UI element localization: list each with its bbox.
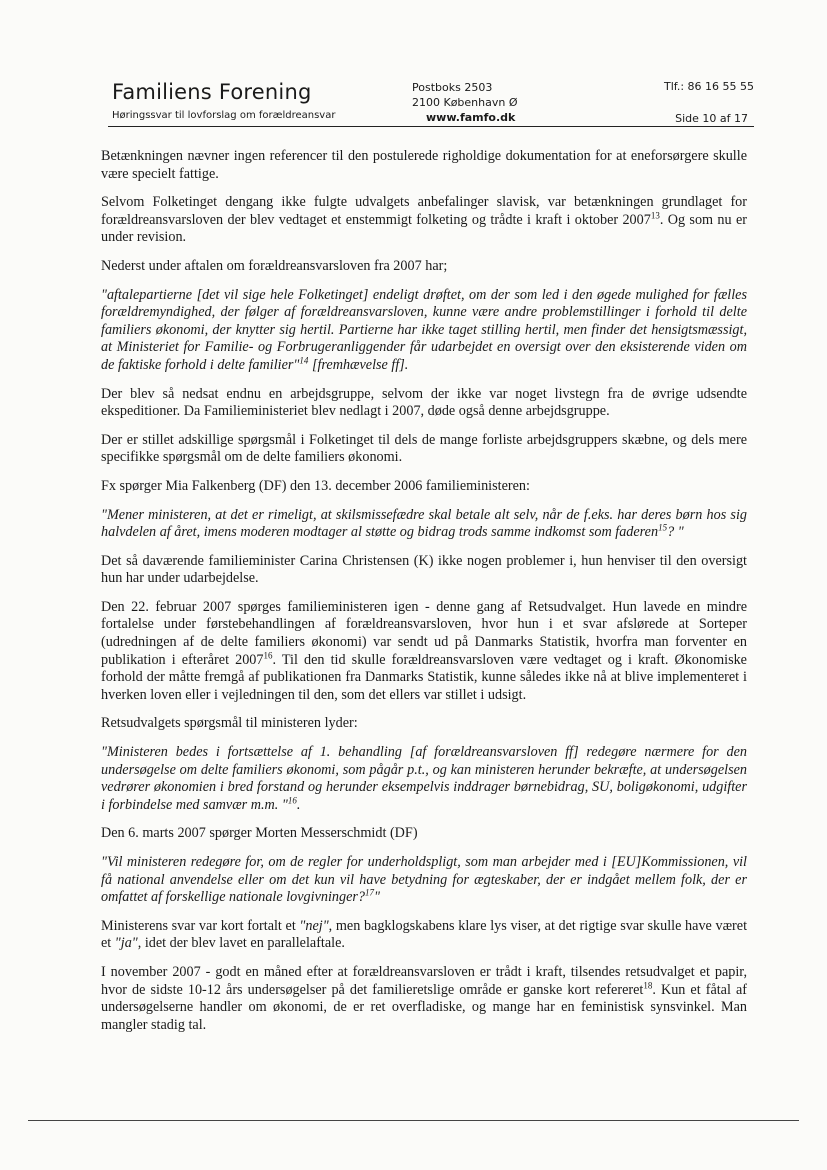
paragraph: Nederst under aftalen om forældreansvarsloven fra 2007 har; — [101, 257, 448, 274]
paragraph: Selvom Folketinget dengang ikke fulgte udvalgets anbefalinger slavisk, var betænkningen grundlaget for forældreansvarsloven der blev vedtaget et enstemmigt folketing og trådte i kraft i oktober 2007$^{13}$. Og som nu er under revision. — [101, 194, 747, 246]
paragraph: I november 2007 - godt en måned efter at forældreansvarsloven er trådt i kraft, tilsendes retsudvalget et papir, hvor de sidste 10-12 års undersøgelser på det familieretslige område er ganske kort refereret$^{18}$. Kun et fåtal af undersøgelserne handler om økonomi, de er ret overfladiske, og mange har en feministisk synsvinkel. Man mangler stadig tal. — [101, 963, 747, 1033]
paragraph: Den 22. februar 2007 spørges familieministeren igen - denne gang af Retsudvalget. Hun lavede en mindre fortalelse under førstebehandlingen af forældreansvarsloven, hvor hun i et svar afslørede at Sorteper (udredningen af de delte familiers økonomi) var sendt ud på Danmarks Statistik, hvorfra man forventer en publikation i efteråret 2007$^{16}$. Til den tid skulle forældreansvarsloven være vedtaget og i kraft. Økonomiske forhold der måtte fremgå af publikationen fra Danmarks Statistik, kunne således ikke nå at blive implementeret i hverken loven eller i vejledningen til den, som det ellers var stillet i udsigt. — [101, 598, 747, 703]
page-header — [108, 74, 754, 126]
footnote-ref: 16 — [287, 795, 297, 806]
quote: "Ministeren bedes i fortsættelse af 1. behandling [af forældreansvarsloven ff] redegøre nærmere for den undersøgelse om delte familiers økonomi, som pågår p.t., og kan ministeren herunder bekræfte, at undersøgelsen vedrører økonomien i bred forstand og herunder eksempelvis inddrager børnebidrag, SU, boligøkonomi, udgifter i forbindelse med samvær m.m. "$^{16}$. — [101, 744, 747, 813]
footer-divider — [28, 1120, 799, 1121]
postal-address — [412, 80, 518, 125]
paragraph: Det så daværende familieminister Carina Christensen (K) ikke nogen problemer i, hun henviser til den oversigt hun har under udarbejdelse. — [101, 552, 747, 587]
paragraph: Betænkningen nævner ingen referencer til den postulerede righoldige dokumentation for at eneforsørgere skulle være specielt fattige. — [101, 148, 747, 182]
paragraph: Retsudvalgets spørgsmål til ministeren lyder: — [101, 715, 358, 732]
document-subtitle: Høringssvar til lovforslag om forældreansvar — [112, 110, 336, 121]
header-divider — [108, 126, 754, 127]
paragraph: Ministerens svar var kort fortalt et "nej", men bagklogskabens klare lys viser, at det rigtige svar skulle have været et "ja", idet der blev lavet en parallelaftale. — [101, 917, 748, 952]
quote: "aftalepartierne [det vil sige hele Folketinget] endeligt drøftet, om der som led i den øgede mulighed for fælles forældremyndighed, der følger af forældreansvarsloven, kunne være andre problemstillinger i forhold til delte familiers økonomi, der knytter sig hertil. Partierne har ikke taget stilling hertil, men finder det hensigtsmæssigt, at Ministeriet for Familie- og Forbrugeranliggender får udarbejdet en oversigt over den eksisterende viden om de faktiske forhold i delte familier"$^{14}$ [fremhævelse ff]. — [101, 286, 747, 373]
paragraph: Den 6. marts 2007 spørger Morten Messerschmidt (DF) — [101, 825, 418, 842]
footnote-ref: 18 — [643, 979, 653, 990]
address-line-2: 2100 København Ø — [412, 96, 518, 109]
paragraph: Fx spørger Mia Falkenberg (DF) den 13. december 2006 familieministeren: — [101, 477, 530, 494]
address-line-1: Postboks 2503 — [412, 81, 493, 94]
document-body — [101, 148, 747, 1045]
org-name: Familiens Forening — [112, 80, 312, 104]
paragraph: Der er stillet adskillige spørgsmål i Folketinget til dels de mange forliste arbejdsgruppers skæbne, og dels mere specifikke spørgsmål om de delte familiers økonomi. — [101, 431, 747, 466]
paragraph: Der blev så nedsat endnu en arbejdsgruppe, selvom der ikke var noget livstegn fra de øvrige udsendte ekspeditioner. Da Familieministeriet blev nedlagt i 2007, døde også denne arbejdsgruppe. — [101, 385, 747, 420]
quote: "Mener ministeren, at det er rimeligt, at skilsmissefædre skal betale alt selv, når de f.eks. har deres børn hos sig halvdelen af året, imens moderen modtager al støtte og bidrag trods samme indkomst som faderen$^{15}$? " — [101, 506, 747, 541]
page-number: Side 10 af 17 — [675, 112, 748, 125]
footnote-ref: 14 — [299, 355, 309, 366]
quote: "Vil ministeren redegøre for, om de regler for underholdspligt, som man arbejder med i [EU]Kommissionen, vil få national anvendelse eller om det kun vil have betydning for ægteskaber, der er indgået mellem folk, der er omfattet af forskellige nationale lovgivninger?$^{17}$" — [101, 854, 747, 906]
footnote-ref: 16 — [263, 649, 273, 660]
phone-number: Tlf.: 86 16 55 55 — [663, 80, 754, 93]
footnote-ref: 15 — [658, 522, 668, 533]
footnote-ref: 13 — [650, 210, 660, 221]
website-link[interactable]: www.famfo.dk — [426, 111, 516, 124]
footnote-ref: 17 — [365, 887, 374, 898]
